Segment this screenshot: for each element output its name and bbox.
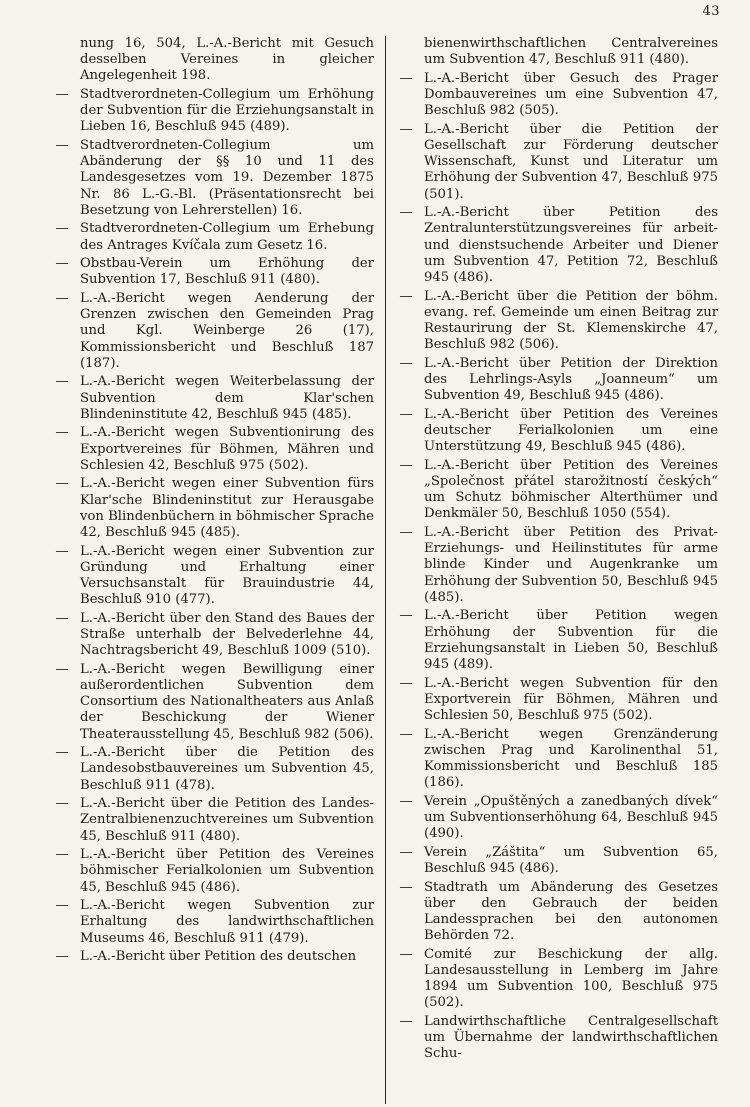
entry-text: L.-A.-Bericht über Petition des Privat-Erziehungs- und Heilinstitutes für arme blinde Kinder und Augenkranke um Erhöhung der Subvention 50, Beschluß 945 (485). [424,525,718,605]
entry-text: L.-A.-Bericht wegen Weiterbelassung der Subvention dem Klar'schen Blindeninstitute 42, Beschluß 945 (485). [80,374,374,422]
index-entry [52,476,374,541]
entry-dash: — [55,949,69,965]
entry-text: nung 16, 504, L.-A.-Bericht mit Gesuch desselben Vereines in gleicher Angelegenheit 198. [80,36,374,84]
entry-text: L.-A.-Bericht über Petition des Vereines „Společnost přátel starožitností českých“ um Schutz böhmischer Alterthümer und Denkmäler 50, Beschluß 1050 (554). [424,457,718,522]
index-entry [52,544,374,609]
index-entry [396,525,718,606]
entry-text: L.-A.-Bericht über Petition des deutschen [80,949,357,965]
entry-text: L.-A.-Bericht über Petition des Vereines deutscher Ferialkolonien um eine Unterstützung 49, Beschluß 945 (486). [424,406,718,455]
index-entry [396,458,718,523]
entry-dash: — [399,793,413,809]
page-number: 43 [702,4,720,19]
entry-text: Stadtverordneten-Collegium um Abänderung der §§ 10 und 11 des Landesgesetzes vom 19. Dezember 1875 Nr. 86 L.-G.-Bl. (Präsentationsrecht bei Besetzung von Lehrerstellen) 16. [80,138,374,218]
index-entry [396,407,718,456]
entry-text: Comité zur Beschickung der allg. Landesausstellung in Lemberg im Jahre 1894 um Subvention 100, Beschluß 975 (502). [424,946,718,1011]
entry-dash: — [399,675,413,691]
entry-dash: — [399,1014,413,1030]
entry-dash: — [55,221,69,237]
index-entry [396,608,718,673]
entry-text: Landwirthschaftliche Centralgesellschaft um Übernahme der landwirthschaftlichen Schu- [424,1014,718,1062]
entry-text: L.-A.-Bericht über Petition wegen Erhöhung der Subvention für die Erziehungsanstalt in Lieben 50, Beschluß 945 (489). [424,608,718,673]
entry-text: L.-A.-Bericht über Petition des Zentralunterstützungsvereines für arbeit- und dienstsuchende Arbeiter und Diener um Subvention 47, Petition 72, Beschluß 945 (486). [424,205,718,286]
entry-text: L.-A.-Bericht wegen einer Subvention fürs Klar'sche Blindeninstitut zur Herausgabe von Blindenbüchern in böhmischer Sprache 42, Beschluß 945 (485). [80,476,374,541]
index-entry [52,87,374,136]
entry-text: L.-A.-Bericht wegen Aenderung der Grenzen zwischen den Gemeinden Prag und Kgl. Weinberge 26 (17), Kommissionsbericht und Beschluß 187 (187). [80,291,374,371]
entry-text: Stadtverordneten-Collegium um Erhebung des Antrages Kvíčala zum Gesetz 16. [80,221,374,253]
index-entry [396,880,718,945]
index-entry [396,122,718,203]
entry-dash: — [55,476,69,492]
index-entry [52,425,374,474]
entry-dash: — [55,543,69,559]
index-entry [396,794,718,843]
entry-dash: — [55,425,69,441]
index-columns [52,36,727,1104]
entry-dash: — [399,608,413,624]
entry-dash: — [55,745,69,761]
index-entry [52,291,374,372]
entry-text: L.-A.-Bericht über Petition der Direktion des Lehrlings-Asyls „Joanneum“ um Subvention 49, Beschluß 945 (486). [424,355,718,404]
entry-dash: — [55,374,69,390]
entry-text: L.-A.-Bericht über die Petition der böhm. evang. ref. Gemeinde um einen Beitrag zur Restaurirung der St. Klemenskirche 47, Beschluß 982 (506). [424,288,718,353]
entry-dash: — [55,291,69,306]
entry-dash: — [399,844,413,860]
index-entry [52,662,374,743]
index-entry [52,847,374,896]
entry-dash: — [399,70,413,86]
index-entry [52,374,374,423]
index-entry [52,796,374,845]
index-entry [396,356,718,405]
entry-dash: — [399,525,413,541]
entry-dash: — [399,879,413,895]
index-entry [52,138,374,219]
entry-text: L.-A.-Bericht über die Petition des Landes-Zentralbienenzuchtvereines um Subvention 45, Beschluß 911 (480). [80,796,374,844]
index-entry [396,676,718,725]
entry-dash: — [55,898,69,914]
entry-dash: — [55,256,69,272]
index-entry [52,898,374,947]
index-entry [52,745,374,794]
entry-text: Verein „Opuštěných a zanedbaných dívek“ um Subventionserhöhung 64, Beschluß 945 (490). [424,793,718,842]
entry-dash: — [55,847,69,863]
entry-text: L.-A.-Bericht über Petition des Vereines böhmischer Ferialkolonien um Subvention 45, Beschluß 945 (486). [80,847,374,895]
entry-text: L.-A.-Bericht wegen Subventionirung des Exportvereines für Böhmen, Mähren und Schlesien 42, Beschluß 975 (502). [80,425,374,473]
index-entry [396,289,718,354]
entry-text: L.-A.-Bericht wegen einer Subvention zur Gründung und Erhaltung einer Versuchsanstalt für Brauindustrie 44, Beschluß 910 (477). [80,543,374,608]
index-entry [396,1014,718,1063]
index-entry [396,36,718,68]
entry-text: Stadtrath um Abänderung des Gesetzes über den Gebrauch der beiden Landessprachen bei den autonomen Behörden 72. [424,879,718,944]
entry-text: L.-A.-Bericht über die Petition der Gesellschaft zur Förderung deutscher Wissenschaft, Kunst und Literatur um Erhöhung der Subvention 47, Beschluß 975 (501). [424,121,718,202]
index-entry [52,949,374,965]
entry-text: L.-A.-Bericht über den Stand des Baues der Straße unterhalb der Belvederlehne 44, Nachtragsbericht 49, Beschluß 1009 (510). [80,610,374,659]
entry-dash: — [55,138,69,153]
index-entry [396,205,718,286]
entry-dash: — [55,796,69,812]
entry-dash: — [399,355,413,371]
index-entry [396,727,718,792]
index-entry [52,221,374,253]
entry-text: bienenwirthschaftlichen Centralvereines um Subvention 47, Beschluß 911 (480). [424,36,718,68]
index-entry [52,256,374,288]
entry-text: Obstbau-Verein um Erhöhung der Subvention 17, Beschluß 911 (480). [80,256,374,288]
index-entry [396,947,718,1012]
entry-dash: — [399,205,413,221]
entry-dash: — [55,661,69,677]
entry-text: L.-A.-Bericht wegen Grenzänderung zwischen Prag und Karolinenthal 51, Kommissionsbericht und Beschluß 185 (186). [424,726,718,791]
index-entry [52,36,374,85]
index-entry [52,611,374,660]
entry-dash: — [399,726,413,742]
entry-dash: — [399,946,413,962]
entry-text: L.-A.-Bericht wegen Subvention zur Erhaltung des landwirthschaftlichen Museums 46, Beschluß 911 (479). [80,898,374,946]
entry-text: L.-A.-Bericht wegen Subvention für den Exportverein für Böhmen, Mähren und Schlesien 50, Beschluß 975 (502). [424,675,718,724]
entry-text: Stadtverordneten-Collegium um Erhöhung der Subvention für die Erziehungsanstalt in Lieben 16, Beschluß 945 (489). [80,87,374,135]
entry-dash: — [399,406,413,422]
column-divider [385,36,386,1104]
entry-dash: — [55,610,69,626]
index-entry [396,845,718,877]
entry-text: Verein „Záštita“ um Subvention 65, Beschluß 945 (486). [424,844,718,877]
entry-dash: — [399,288,413,304]
entry-dash: — [55,87,69,102]
right-column [396,36,718,1065]
index-entry [396,71,718,120]
entry-dash: — [399,457,413,473]
entry-text: L.-A.-Bericht wegen Bewilligung einer außerordentlichen Subvention dem Consortium des Nationaltheaters aus Anlaß der Beschickung der Wiener Theaterausstellung 45, Beschluß 982 (506). [80,661,374,742]
entry-dash: — [399,121,413,137]
entry-text: L.-A.-Bericht über Gesuch des Prager Dombauvereines um eine Subvention 47, Beschluß 982 (505). [424,70,718,119]
entry-text: L.-A.-Bericht über die Petition des Landesobstbauvereines um Subvention 45, Beschluß 911 (478). [80,745,374,793]
left-column [52,36,374,968]
